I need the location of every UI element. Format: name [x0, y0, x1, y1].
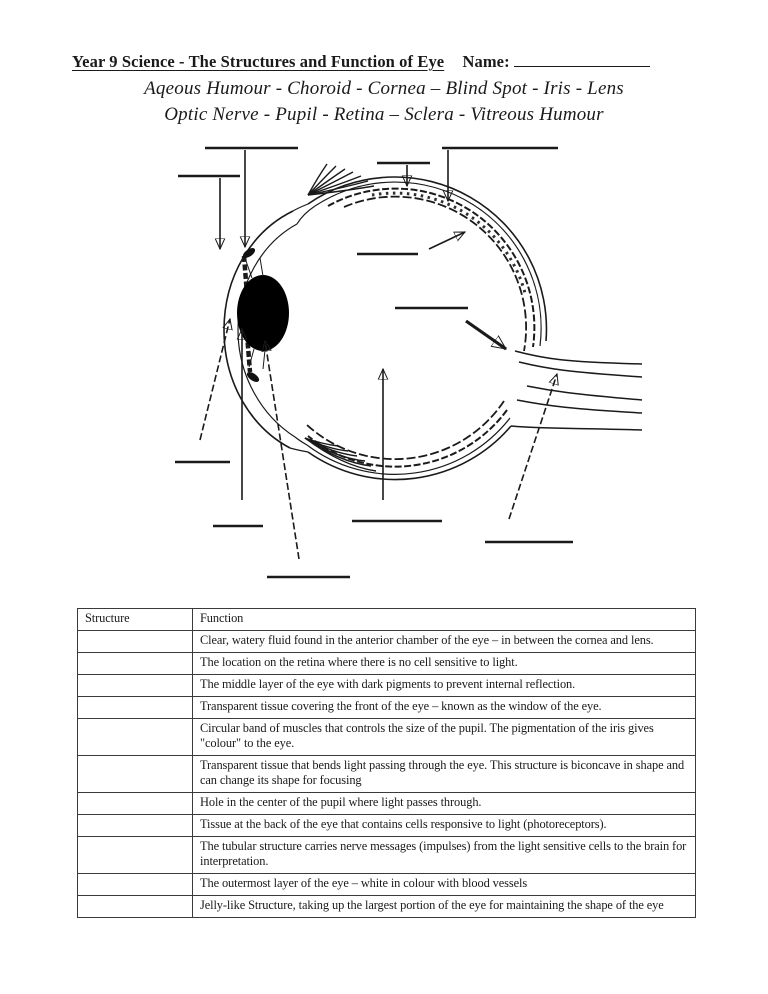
- structure-function-table: [77, 608, 696, 918]
- structure-answer-cell[interactable]: [78, 756, 193, 793]
- table-row: [78, 793, 696, 815]
- structure-answer-cell[interactable]: [78, 793, 193, 815]
- structure-header: Structure: [78, 609, 193, 631]
- table-row: [78, 874, 696, 896]
- arrow-to-anterior-chamber: [200, 319, 230, 440]
- retina-layer: [307, 193, 526, 459]
- structure-answer-cell[interactable]: [78, 653, 193, 675]
- function-cell: Clear, watery fluid found in the anterior chamber of the eye – in between the cornea and lens.: [193, 631, 696, 653]
- function-cell: Transparent tissue covering the front of the eye – known as the window of the eye.: [193, 697, 696, 719]
- table-row: [78, 653, 696, 675]
- structure-answer-cell[interactable]: [78, 631, 193, 653]
- structure-answer-cell[interactable]: [78, 815, 193, 837]
- table-row: [78, 815, 696, 837]
- structure-answer-cell[interactable]: [78, 896, 193, 918]
- choroid-layer: [308, 189, 534, 467]
- arrow-to-lens: [265, 341, 299, 559]
- table-row: [78, 837, 696, 874]
- table-row: [78, 896, 696, 918]
- optic-nerve: [511, 351, 642, 430]
- label-arrows: [200, 150, 557, 559]
- function-cell: The tubular structure carries nerve messages (impulses) from the light sensitive cells to the brain for interpretation.: [193, 837, 696, 874]
- ciliary-body-bottom: [245, 370, 260, 384]
- table-row: [78, 631, 696, 653]
- arrow-to-optic-nerve: [509, 374, 557, 519]
- table-row: [78, 675, 696, 697]
- structure-answer-cell[interactable]: [78, 697, 193, 719]
- function-cell: The middle layer of the eye with dark pigments to prevent internal reflection.: [193, 675, 696, 697]
- table-row: [78, 756, 696, 793]
- page-title: Year 9 Science - The Structures and Function of Eye: [72, 52, 445, 71]
- function-cell: Tissue at the back of the eye that contains cells responsive to light (photoreceptors).: [193, 815, 696, 837]
- function-cell: Transparent tissue that bends light passing through the eye. This structure is biconcave in shape and can change its shape for focusing: [193, 756, 696, 793]
- function-cell: The location on the retina where there is no cell sensitive to light.: [193, 653, 696, 675]
- function-cell: Hole in the center of the pupil where light passes through.: [193, 793, 696, 815]
- label-blanks: [175, 148, 573, 577]
- structure-answer-cell[interactable]: [78, 675, 193, 697]
- arrow-to-retina: [429, 232, 465, 249]
- function-cell: Circular band of muscles that controls the size of the pupil. The pigmentation of the iris gives "colour" to the eye.: [193, 719, 696, 756]
- function-cell: The outermost layer of the eye – white in colour with blood vessels: [193, 874, 696, 896]
- name-label: Name:: [462, 52, 510, 71]
- function-header: Function: [193, 609, 696, 631]
- table-header-row: [78, 609, 696, 631]
- word-bank-line-2: Optic Nerve - Pupil - Retina – Sclera - Vitreous Humour: [164, 104, 604, 125]
- word-bank-line-1: Aqeous Humour - Choroid - Cornea – Blind Spot - Iris - Lens: [144, 78, 624, 99]
- arrow-to-nerve-junction: [466, 321, 506, 349]
- table-row: [78, 719, 696, 756]
- table-row: [78, 697, 696, 719]
- function-cell: Jelly-like Structure, taking up the largest portion of the eye for maintaining the shape of the eye: [193, 896, 696, 918]
- structure-answer-cell[interactable]: [78, 719, 193, 756]
- structure-answer-cell[interactable]: [78, 874, 193, 896]
- structure-answer-cell[interactable]: [78, 837, 193, 874]
- sclera-outline: [307, 177, 546, 480]
